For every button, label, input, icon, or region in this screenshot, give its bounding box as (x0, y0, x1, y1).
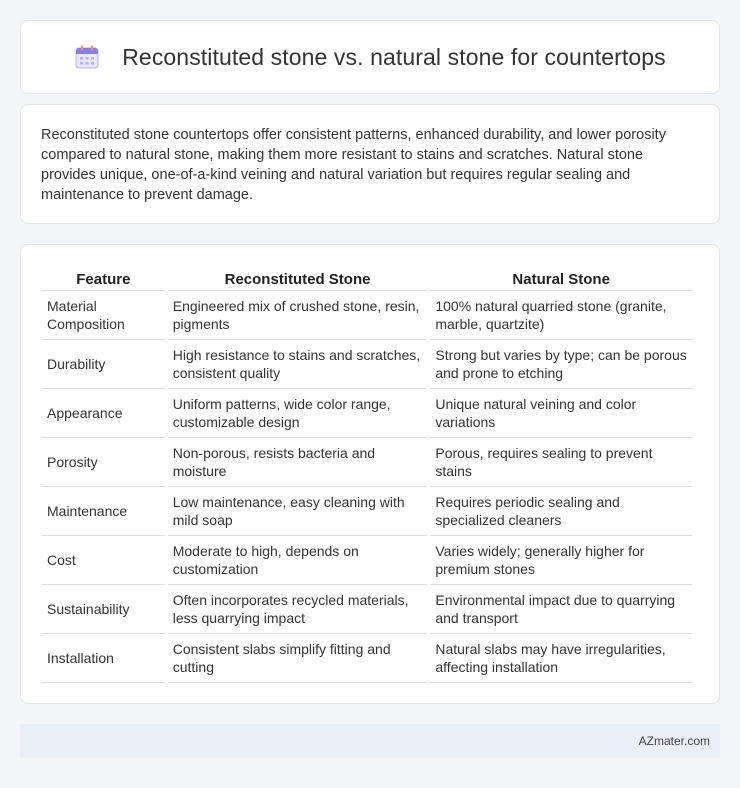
title-card (20, 20, 720, 94)
table-row (42, 340, 692, 389)
reconstituted-cell: Uniform patterns, wide color range, customizable design (168, 389, 428, 438)
reconstituted-cell: Often incorporates recycled materials, less quarrying impact (168, 585, 428, 634)
reconstituted-cell: Moderate to high, depends on customization (168, 536, 428, 585)
natural-cell: Natural slabs may have irregularities, affecting installation (430, 634, 692, 683)
table-row (42, 291, 692, 340)
feature-cell: Appearance (42, 389, 165, 438)
table-row (42, 536, 692, 585)
natural-cell: Varies widely; generally higher for premium stones (430, 536, 692, 585)
feature-cell: Porosity (42, 438, 165, 487)
table-row (42, 585, 692, 634)
footer-bar (20, 724, 720, 758)
feature-cell: Installation (42, 634, 165, 683)
natural-cell: Strong but varies by type; can be porous and prone to etching (430, 340, 692, 389)
feature-cell: Cost (42, 536, 165, 585)
reconstituted-cell: Consistent slabs simplify fitting and cutting (168, 634, 428, 683)
natural-cell: Environmental impact due to quarrying and transport (430, 585, 692, 634)
feature-cell: Durability (42, 340, 165, 389)
comparison-card (20, 244, 720, 704)
calendar-icon (74, 44, 100, 70)
table-row (42, 389, 692, 438)
table-row (42, 634, 692, 683)
intro-text: Reconstituted stone countertops offer consistent patterns, enhanced durability, and lower porosity compared to natural stone, making them more resistant to stains and scratches. Natural stone provides unique, one-of-a-kind veining and natural variation but requires regular sealing and maintenance to prevent damage. (41, 127, 666, 203)
intro-card (20, 104, 720, 224)
header-reconstituted-stone: Reconstituted Stone (168, 265, 428, 291)
table-row (42, 487, 692, 536)
header-natural-stone: Natural Stone (430, 265, 692, 291)
feature-cell: Material Composition (42, 291, 165, 340)
table-row (42, 438, 692, 487)
natural-cell: Porous, requires sealing to prevent stains (430, 438, 692, 487)
reconstituted-cell: Engineered mix of crushed stone, resin, pigments (168, 291, 428, 340)
reconstituted-cell: Non-porous, resists bacteria and moisture (168, 438, 428, 487)
page-title: Reconstituted stone vs. natural stone for countertops (122, 43, 666, 70)
natural-cell: 100% natural quarried stone (granite, marble, quartzite) (430, 291, 692, 340)
feature-cell: Maintenance (42, 487, 165, 536)
table-header-row (42, 265, 692, 291)
footer-brand: AZmater.com (638, 734, 710, 748)
feature-cell: Sustainability (42, 585, 165, 634)
reconstituted-cell: Low maintenance, easy cleaning with mild soap (168, 487, 428, 536)
natural-cell: Requires periodic sealing and specialized cleaners (430, 487, 692, 536)
reconstituted-cell: High resistance to stains and scratches, consistent quality (168, 340, 428, 389)
natural-cell: Unique natural veining and color variations (430, 389, 692, 438)
header-feature: Feature (42, 265, 165, 291)
comparison-table (39, 265, 695, 683)
